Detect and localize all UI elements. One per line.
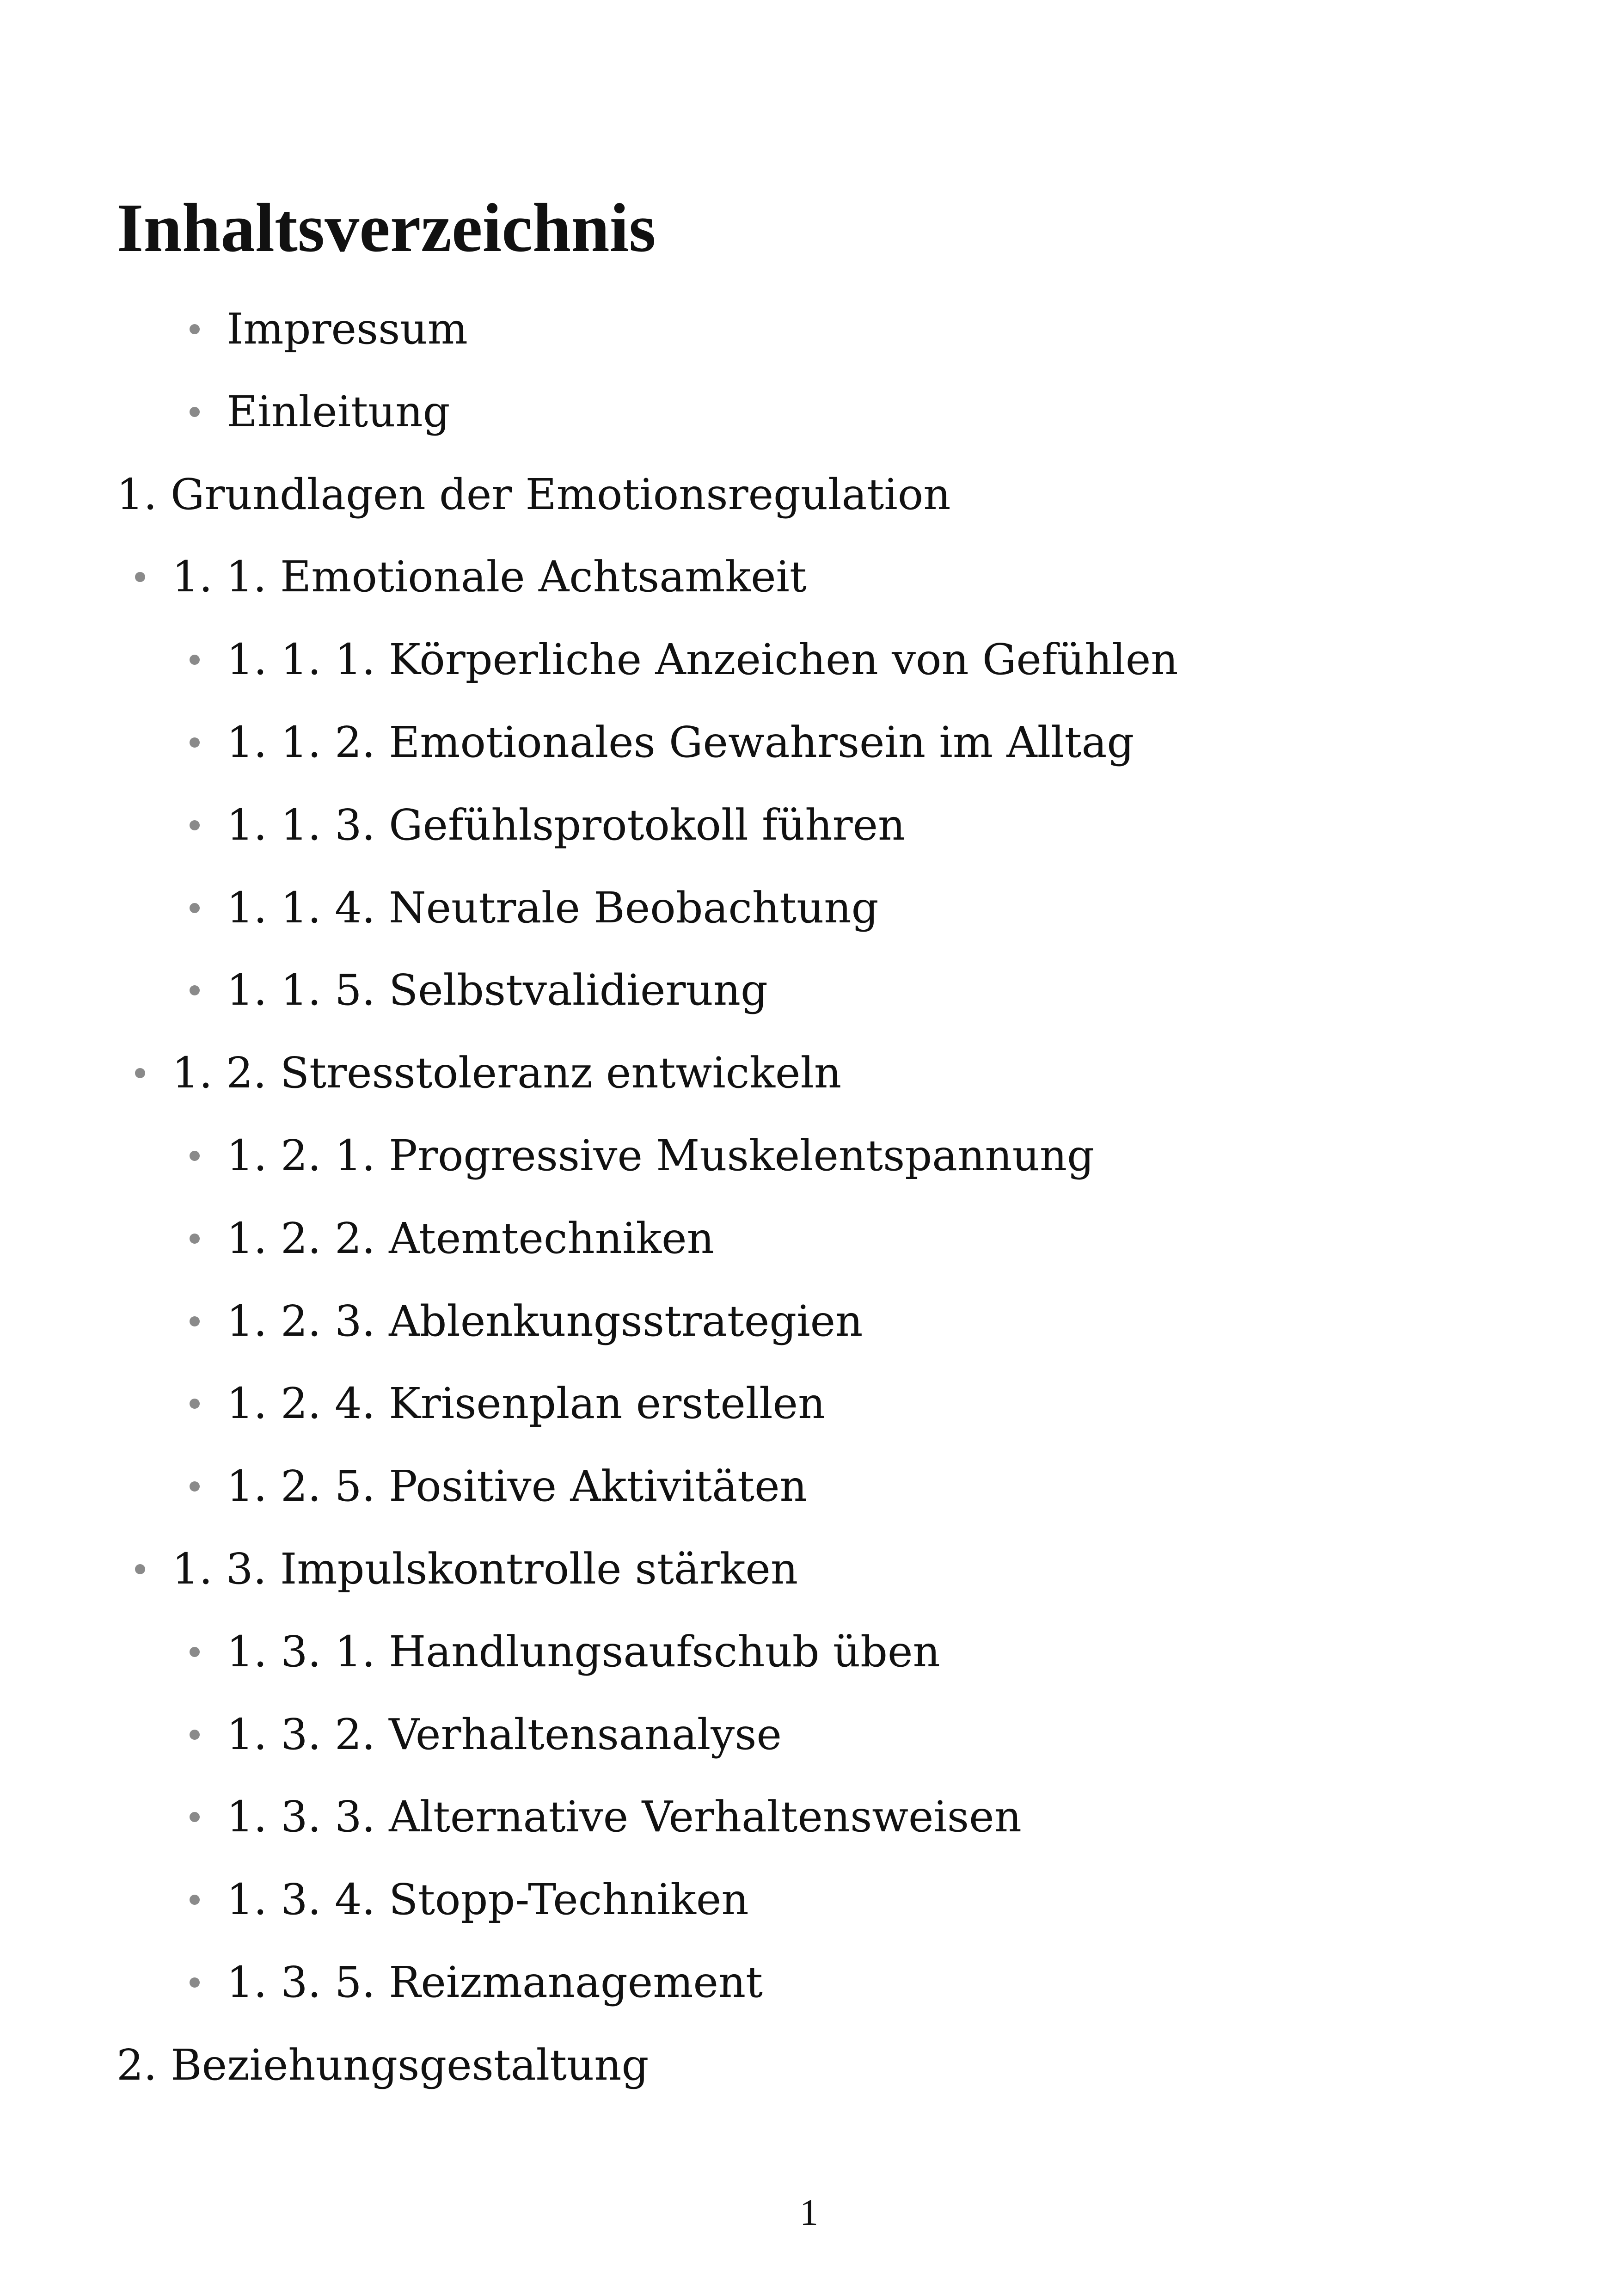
toc-entry-label: 1. 1. 5. Selbstvalidierung (227, 965, 768, 1015)
toc-entry[interactable] (227, 1294, 863, 1349)
bullet-icon (190, 407, 200, 417)
toc-entry-label: 1. 2. 1. Progressive Muskelentspannung (227, 1131, 1094, 1180)
bullet-icon (190, 737, 200, 748)
toc-entry-label: 1. 3. 4. Stopp-Techniken (227, 1875, 749, 1924)
toc-entry-label: Impressum (227, 304, 468, 354)
toc-entry-label: Einleitung (227, 387, 450, 436)
toc-entry-label: 1. 3. 1. Handlungsaufschub üben (227, 1627, 940, 1676)
toc-entry[interactable] (172, 1045, 841, 1101)
bullet-icon (190, 1812, 200, 1822)
toc-entry-label: 1. 2. 4. Krisenplan erstellen (227, 1379, 826, 1428)
toc-entry-label: 1. 2. 2. Atemtechniken (227, 1214, 714, 1263)
bullet-icon (190, 820, 200, 830)
toc-entry-label: 1. 3. 5. Reizmanagement (227, 1958, 763, 2007)
toc-entry[interactable] (227, 632, 1178, 688)
toc-entry[interactable] (227, 1128, 1094, 1184)
bullet-icon (190, 903, 200, 913)
toc-entry[interactable] (227, 384, 450, 440)
bullet-icon (190, 1234, 200, 1244)
bullet-icon (135, 572, 145, 582)
toc-entry[interactable] (227, 1789, 1022, 1845)
toc-entry[interactable] (227, 1376, 825, 1431)
toc-entry-label: 1. 2. 5. Positive Aktivitäten (227, 1461, 807, 1511)
toc-entry-label: 1. 3. Impulskontrolle stärken (172, 1544, 798, 1594)
toc-heading: Inhaltsverzeichnis (116, 190, 656, 266)
bullet-icon (135, 1068, 145, 1078)
toc-entry[interactable] (116, 467, 950, 522)
bullet-icon (190, 1730, 200, 1740)
bullet-icon (135, 1564, 145, 1574)
toc-entry-label: 1. 1. 1. Körperliche Anzeichen von Gefühlen (227, 635, 1178, 684)
bullet-icon (190, 985, 200, 995)
toc-entry[interactable] (172, 549, 807, 605)
bullet-icon (190, 1399, 200, 1409)
toc-entry-label: 1. 1. 2. Emotionales Gewahrsein im Alltag (227, 718, 1134, 767)
toc-entry[interactable] (227, 880, 879, 936)
toc-entry-label: 1. 1. Emotionale Achtsamkeit (172, 552, 807, 602)
toc-entry[interactable] (227, 1707, 782, 1762)
toc-entry-label: 1. 3. 2. Verhaltensanalyse (227, 1710, 782, 1759)
toc-entry[interactable] (227, 1211, 714, 1266)
toc-entry[interactable] (227, 1459, 807, 1514)
bullet-icon (190, 324, 200, 334)
toc-entry[interactable] (227, 715, 1134, 770)
toc-entry[interactable] (227, 963, 768, 1018)
page-number: 1 (800, 2192, 818, 2233)
bullet-icon (190, 1647, 200, 1657)
toc-entry-label: 1. Grundlagen der Emotionsregulation (116, 470, 951, 519)
bullet-icon (190, 655, 200, 665)
toc-entry[interactable] (116, 2038, 649, 2093)
toc-entry-label: 1. 1. 4. Neutrale Beobachtung (227, 883, 879, 933)
toc-entry[interactable] (227, 1624, 940, 1680)
toc-entry[interactable] (227, 1955, 763, 2010)
toc-entry[interactable] (172, 1541, 798, 1597)
bullet-icon (190, 1977, 200, 1988)
toc-entry-label: 1. 2. 3. Ablenkungsstrategien (227, 1296, 863, 1346)
bullet-icon (190, 1151, 200, 1161)
toc-entry[interactable] (227, 798, 905, 853)
toc-entry-label: 1. 3. 3. Alternative Verhaltensweisen (227, 1792, 1022, 1842)
toc-entry[interactable] (227, 301, 468, 357)
toc-entry-label: 2. Beziehungsgestaltung (116, 2040, 649, 2090)
toc-entry[interactable] (227, 1872, 749, 1928)
toc-entry-label: 1. 2. Stresstoleranz entwickeln (172, 1048, 842, 1098)
toc-entry-label: 1. 1. 3. Gefühlsprotokoll führen (227, 800, 906, 850)
bullet-icon (190, 1316, 200, 1326)
bullet-icon (190, 1895, 200, 1905)
bullet-icon (190, 1481, 200, 1492)
